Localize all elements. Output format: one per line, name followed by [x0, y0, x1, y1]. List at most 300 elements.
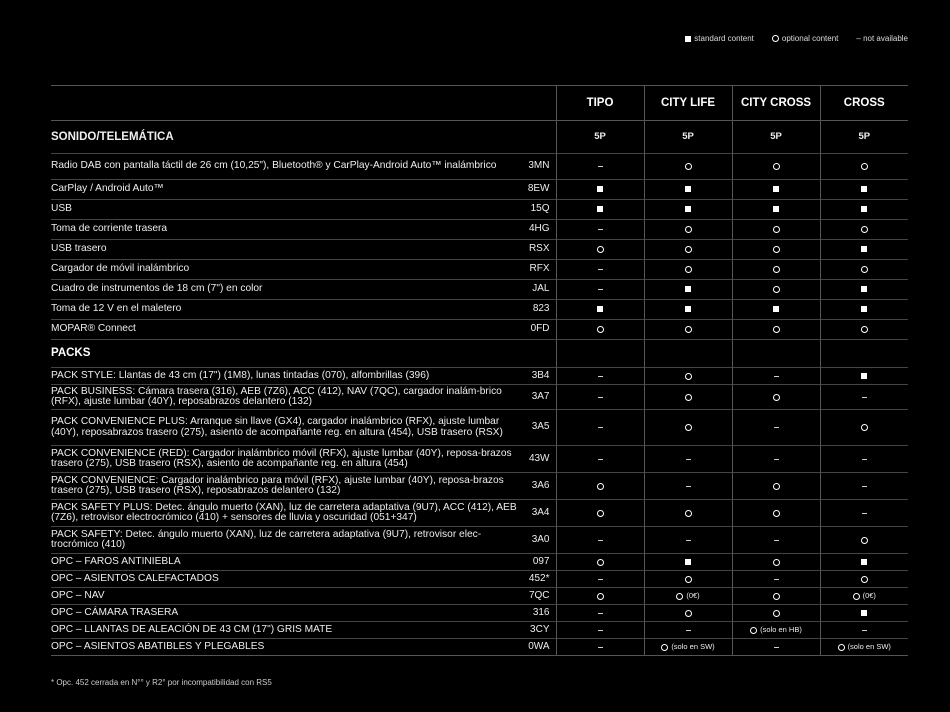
table-row — [51, 368, 908, 385]
availability-mark — [598, 574, 603, 584]
availability-cell — [556, 410, 644, 446]
option-code: 3CY — [526, 622, 556, 639]
not-available-dash-icon — [686, 486, 691, 487]
availability-cell — [644, 300, 732, 320]
feature-description: PACK SAFETY PLUS: Detec. ángulo muerto (XAN), luz de carretera adaptativa (9U7), ACC (412), AEB (7Z6), retrovisor electrocrómico (410) + sensores de lluvia y oscuridad (051+347) — [51, 500, 526, 527]
availability-cell — [820, 240, 908, 260]
feature-description: PACK SAFETY: Detec. ángulo muerto (XAN), luz de carretera adaptativa (9U7), retrovisor elec-trocrómico (410) — [51, 527, 526, 554]
availability-mark — [598, 284, 603, 294]
availability-cell — [556, 554, 644, 571]
availability-mark — [861, 535, 868, 545]
table-row — [51, 639, 908, 656]
table-row — [51, 527, 908, 554]
availability-cell — [820, 527, 908, 554]
availability-mark — [861, 204, 867, 214]
availability-cell — [820, 368, 908, 385]
availability-mark — [597, 481, 604, 491]
availability-mark — [773, 481, 780, 491]
not-available-dash-icon — [862, 397, 867, 398]
availability-mark — [861, 422, 868, 432]
availability-cell — [644, 639, 732, 656]
availability-mark — [773, 224, 780, 234]
standard-square-icon — [685, 286, 691, 292]
standard-square-icon — [597, 306, 603, 312]
body-type: 5P — [556, 121, 644, 154]
body-header-row — [51, 121, 908, 154]
model-header: CITY CROSS — [732, 86, 820, 121]
availability-mark — [773, 184, 779, 194]
availability-cell — [732, 527, 820, 554]
optional-circle-icon — [773, 266, 780, 273]
not-available-dash-icon — [598, 540, 603, 541]
not-available-dash-icon — [774, 427, 779, 428]
footnote: * Opc. 452 cerrada en N°° y R2° por incompatibilidad con RS5 — [51, 678, 272, 687]
availability-mark — [685, 204, 691, 214]
availability-cell — [644, 154, 732, 180]
availability-cell — [820, 500, 908, 527]
availability-mark — [598, 392, 603, 402]
optional-circle-icon — [861, 576, 868, 583]
feature-description: PACK CONVENIENCE: Cargador inalámbrico para móvil (RFX), ajuste lumbar (40Y), reposa-brazos trasero (275), USB trasero (RSX), reposabrazos delantero (132) — [51, 473, 526, 500]
legend-optional: optional content — [772, 34, 839, 43]
availability-cell — [644, 220, 732, 240]
standard-square-icon — [597, 186, 603, 192]
availability-cell — [820, 605, 908, 622]
availability-note: (0€) — [686, 590, 700, 600]
availability-mark — [685, 574, 692, 584]
optional-circle-icon — [773, 163, 780, 170]
model-header: CITY LIFE — [644, 86, 732, 121]
optional-circle-icon — [685, 424, 692, 431]
availability-mark — [853, 591, 876, 601]
not-available-dash-icon — [862, 630, 867, 631]
availability-cell — [556, 368, 644, 385]
square-icon — [685, 36, 691, 42]
legend-standard: standard content — [685, 34, 754, 43]
standard-square-icon — [685, 306, 691, 312]
option-code: 097 — [526, 554, 556, 571]
body-type: 5P — [732, 121, 820, 154]
standard-square-icon — [597, 206, 603, 212]
availability-cell — [644, 527, 732, 554]
availability-cell — [644, 446, 732, 473]
availability-cell — [820, 280, 908, 300]
optional-circle-icon — [685, 510, 692, 517]
availability-cell — [732, 571, 820, 588]
availability-cell — [556, 240, 644, 260]
availability-mark — [598, 535, 603, 545]
standard-square-icon — [861, 373, 867, 379]
table-row — [51, 605, 908, 622]
standard-square-icon — [861, 559, 867, 565]
availability-cell — [820, 639, 908, 656]
availability-cell — [644, 605, 732, 622]
availability-cell — [820, 260, 908, 280]
optional-circle-icon — [597, 483, 604, 490]
feature-description: Cargador de móvil inalámbrico — [51, 260, 526, 280]
availability-mark — [773, 508, 780, 518]
availability-mark — [861, 161, 868, 171]
table-row — [51, 554, 908, 571]
availability-mark — [685, 184, 691, 194]
not-available-dash-icon — [598, 579, 603, 580]
table-row — [51, 500, 908, 527]
availability-mark — [686, 535, 691, 545]
optional-circle-icon — [861, 163, 868, 170]
packs-section — [51, 368, 908, 656]
optional-circle-icon — [861, 266, 868, 273]
availability-cell — [732, 554, 820, 571]
availability-cell — [556, 571, 644, 588]
optional-circle-icon — [773, 326, 780, 333]
optional-circle-icon — [773, 593, 780, 600]
option-code: 3A4 — [526, 500, 556, 527]
availability-mark — [685, 264, 692, 274]
option-code: RSX — [526, 240, 556, 260]
availability-mark — [685, 371, 692, 381]
optional-circle-icon — [773, 394, 780, 401]
option-code: 3B4 — [526, 368, 556, 385]
availability-mark — [750, 625, 802, 635]
availability-cell — [556, 180, 644, 200]
availability-mark — [598, 642, 603, 652]
feature-description: OPC – ASIENTOS ABATIBLES Y PLEGABLES — [51, 639, 526, 656]
optional-circle-icon — [685, 576, 692, 583]
availability-mark — [862, 392, 867, 402]
not-available-dash-icon — [598, 647, 603, 648]
body-type: 5P — [820, 121, 908, 154]
table-row — [51, 588, 908, 605]
availability-mark — [598, 161, 603, 171]
availability-cell — [644, 410, 732, 446]
availability-cell — [556, 220, 644, 240]
availability-mark — [597, 508, 604, 518]
feature-description: CarPlay / Android Auto™ — [51, 180, 526, 200]
not-available-dash-icon — [598, 459, 603, 460]
availability-note: (solo en SW) — [671, 641, 715, 651]
not-available-dash-icon — [774, 540, 779, 541]
availability-mark — [774, 454, 779, 464]
option-code: JAL — [526, 280, 556, 300]
availability-mark — [774, 422, 779, 432]
not-available-dash-icon — [598, 289, 603, 290]
table-row — [51, 280, 908, 300]
availability-cell — [644, 622, 732, 639]
optional-circle-icon — [861, 424, 868, 431]
packs-header-row — [51, 340, 908, 368]
availability-note: (solo en SW) — [847, 641, 891, 651]
table-row — [51, 622, 908, 639]
availability-mark — [685, 244, 692, 254]
availability-cell — [556, 260, 644, 280]
availability-cell — [732, 639, 820, 656]
standard-square-icon — [861, 306, 867, 312]
availability-mark — [862, 481, 867, 491]
availability-cell — [732, 200, 820, 220]
availability-mark — [685, 557, 691, 567]
feature-description: Toma de corriente trasera — [51, 220, 526, 240]
optional-circle-icon — [773, 610, 780, 617]
standard-square-icon — [773, 186, 779, 192]
availability-cell — [644, 500, 732, 527]
availability-mark — [773, 304, 779, 314]
availability-cell — [556, 500, 644, 527]
availability-cell — [732, 280, 820, 300]
optional-circle-icon — [750, 627, 757, 634]
table-row — [51, 410, 908, 446]
not-available-dash-icon — [598, 427, 603, 428]
availability-cell — [820, 588, 908, 605]
availability-cell — [732, 154, 820, 180]
optional-circle-icon — [685, 266, 692, 273]
optional-circle-icon — [597, 326, 604, 333]
availability-mark — [597, 324, 604, 334]
availability-cell — [644, 385, 732, 410]
optional-circle-icon — [597, 593, 604, 600]
feature-description: USB trasero — [51, 240, 526, 260]
availability-mark — [597, 304, 603, 314]
availability-cell — [556, 280, 644, 300]
availability-mark — [773, 284, 780, 294]
equipment-table-container — [51, 85, 908, 656]
availability-mark — [773, 324, 780, 334]
standard-square-icon — [861, 206, 867, 212]
availability-cell — [732, 320, 820, 340]
availability-cell — [732, 300, 820, 320]
option-code: 316 — [526, 605, 556, 622]
optional-circle-icon — [861, 326, 868, 333]
option-code: 8EW — [526, 180, 556, 200]
availability-cell — [644, 368, 732, 385]
availability-mark — [773, 244, 780, 254]
availability-cell — [644, 260, 732, 280]
feature-description: PACK BUSINESS: Cámara trasera (316), AEB (7Z6), ACC (412), NAV (7QC), cargador inalám-brico (RFX), ajuste lumbar (40Y), reposabrazos delantero (132) — [51, 385, 526, 410]
availability-cell — [556, 588, 644, 605]
not-available-dash-icon — [774, 459, 779, 460]
availability-mark — [862, 508, 867, 518]
availability-mark — [861, 324, 868, 334]
option-code: RFX — [526, 260, 556, 280]
availability-mark — [597, 557, 604, 567]
option-code: 3A5 — [526, 410, 556, 446]
availability-cell — [732, 622, 820, 639]
availability-mark — [861, 264, 868, 274]
table-row — [51, 385, 908, 410]
section-title-packs: PACKS — [51, 340, 526, 368]
option-code: 3A6 — [526, 473, 556, 500]
optional-circle-icon — [853, 593, 860, 600]
availability-cell — [820, 571, 908, 588]
availability-mark — [685, 422, 692, 432]
availability-mark — [773, 264, 780, 274]
availability-mark — [598, 224, 603, 234]
availability-mark — [774, 642, 779, 652]
availability-cell — [820, 320, 908, 340]
availability-cell — [556, 527, 644, 554]
feature-description: OPC – LLANTAS DE ALEACIÓN DE 43 CM (17") GRIS MATE — [51, 622, 526, 639]
feature-description: Radio DAB con pantalla táctil de 26 cm (10,25"), Bluetooth® y CarPlay-Android Auto™ inalámbrico — [51, 154, 526, 180]
availability-mark — [773, 591, 780, 601]
optional-circle-icon — [597, 510, 604, 517]
standard-square-icon — [685, 206, 691, 212]
not-available-dash-icon — [686, 459, 691, 460]
availability-mark — [774, 371, 779, 381]
availability-cell — [556, 385, 644, 410]
availability-cell — [820, 220, 908, 240]
availability-mark — [861, 284, 867, 294]
availability-mark — [685, 284, 691, 294]
option-code: 0WA — [526, 639, 556, 656]
feature-description: PACK STYLE: Llantas de 43 cm (17") (1M8), lunas tintadas (070), alfombrillas (396) — [51, 368, 526, 385]
option-code: 4HG — [526, 220, 556, 240]
availability-cell — [820, 446, 908, 473]
standard-square-icon — [861, 186, 867, 192]
availability-mark — [676, 591, 699, 601]
availability-cell — [644, 280, 732, 300]
feature-description: Toma de 12 V en el maletero — [51, 300, 526, 320]
table-row — [51, 240, 908, 260]
availability-mark — [597, 244, 604, 254]
availability-mark — [598, 454, 603, 464]
availability-mark — [838, 642, 891, 652]
option-code: 3MN — [526, 154, 556, 180]
availability-mark — [773, 161, 780, 171]
availability-cell — [644, 240, 732, 260]
option-code: 43W — [526, 446, 556, 473]
availability-cell — [732, 180, 820, 200]
availability-mark — [773, 608, 780, 618]
availability-cell — [644, 473, 732, 500]
sonido-section — [51, 154, 908, 340]
optional-circle-icon — [861, 226, 868, 233]
availability-mark — [685, 608, 692, 618]
availability-cell — [732, 588, 820, 605]
optional-circle-icon — [773, 510, 780, 517]
optional-circle-icon — [861, 537, 868, 544]
not-available-dash-icon — [774, 647, 779, 648]
availability-mark — [861, 371, 867, 381]
feature-description: OPC – FAROS ANTINIEBLA — [51, 554, 526, 571]
availability-cell — [732, 385, 820, 410]
table-row — [51, 571, 908, 588]
section-title-sonido: SONIDO/TELEMÁTICA — [51, 121, 526, 154]
availability-mark — [661, 642, 714, 652]
not-available-dash-icon — [598, 613, 603, 614]
availability-cell — [644, 200, 732, 220]
feature-description: PACK CONVENIENCE PLUS: Arranque sin llave (GX4), cargador inalámbrico (RFX), ajuste lumbar (40Y), reposabrazos trasero (275), asiento de acompañante reg. en altura (454), USB trasero (RSX) — [51, 410, 526, 446]
availability-mark — [685, 161, 692, 171]
standard-square-icon — [861, 610, 867, 616]
not-available-dash-icon — [598, 376, 603, 377]
circle-icon — [772, 35, 779, 42]
body-type: 5P — [644, 121, 732, 154]
model-header: TIPO — [556, 86, 644, 121]
option-code: 452* — [526, 571, 556, 588]
optional-circle-icon — [597, 246, 604, 253]
feature-description: OPC – CÁMARA TRASERA — [51, 605, 526, 622]
availability-mark — [597, 591, 604, 601]
availability-mark — [598, 264, 603, 274]
availability-cell — [732, 500, 820, 527]
availability-cell — [556, 473, 644, 500]
availability-mark — [861, 608, 867, 618]
not-available-dash-icon — [598, 229, 603, 230]
availability-mark — [598, 625, 603, 635]
not-available-dash-icon — [686, 630, 691, 631]
availability-cell — [644, 588, 732, 605]
availability-cell — [732, 410, 820, 446]
availability-mark — [685, 324, 692, 334]
not-available-dash-icon — [598, 269, 603, 270]
table-row — [51, 200, 908, 220]
optional-circle-icon — [685, 326, 692, 333]
not-available-dash-icon — [862, 459, 867, 460]
availability-mark — [861, 184, 867, 194]
availability-mark — [685, 304, 691, 314]
availability-mark — [686, 481, 691, 491]
availability-mark — [862, 625, 867, 635]
availability-cell — [820, 200, 908, 220]
table-row — [51, 446, 908, 473]
standard-square-icon — [861, 286, 867, 292]
availability-mark — [861, 304, 867, 314]
legend-not-available: – not available — [856, 34, 908, 43]
optional-circle-icon — [661, 644, 668, 651]
availability-mark — [685, 392, 692, 402]
optional-circle-icon — [773, 559, 780, 566]
standard-square-icon — [861, 246, 867, 252]
availability-cell — [732, 605, 820, 622]
feature-description: PACK CONVENIENCE (RED): Cargador inalámbrico móvil (RFX), ajuste lumbar (40Y), reposa-brazos trasero (275), USB trasero (RSX), asiento de acompañante reg. en altura (454) — [51, 446, 526, 473]
availability-cell — [732, 260, 820, 280]
not-available-dash-icon — [686, 540, 691, 541]
model-header-row — [51, 86, 908, 121]
not-available-dash-icon — [598, 166, 603, 167]
option-code: 823 — [526, 300, 556, 320]
availability-mark — [685, 224, 692, 234]
availability-note: (0€) — [862, 590, 876, 600]
availability-cell — [820, 554, 908, 571]
table-row — [51, 154, 908, 180]
availability-mark — [773, 392, 780, 402]
optional-circle-icon — [773, 286, 780, 293]
availability-cell — [556, 300, 644, 320]
availability-mark — [861, 574, 868, 584]
availability-note: (solo en HB) — [760, 624, 802, 634]
optional-circle-icon — [773, 246, 780, 253]
availability-cell — [820, 622, 908, 639]
option-code: 7QC — [526, 588, 556, 605]
legend — [685, 34, 908, 43]
availability-mark — [597, 204, 603, 214]
availability-cell — [556, 622, 644, 639]
not-available-dash-icon — [598, 397, 603, 398]
standard-square-icon — [773, 206, 779, 212]
availability-mark — [598, 422, 603, 432]
availability-mark — [774, 574, 779, 584]
table-row — [51, 320, 908, 340]
table-row — [51, 260, 908, 280]
availability-cell — [820, 154, 908, 180]
availability-cell — [556, 200, 644, 220]
availability-mark — [597, 184, 603, 194]
optional-circle-icon — [685, 246, 692, 253]
optional-circle-icon — [685, 226, 692, 233]
optional-circle-icon — [597, 559, 604, 566]
option-code: 15Q — [526, 200, 556, 220]
availability-cell — [644, 180, 732, 200]
availability-cell — [732, 368, 820, 385]
